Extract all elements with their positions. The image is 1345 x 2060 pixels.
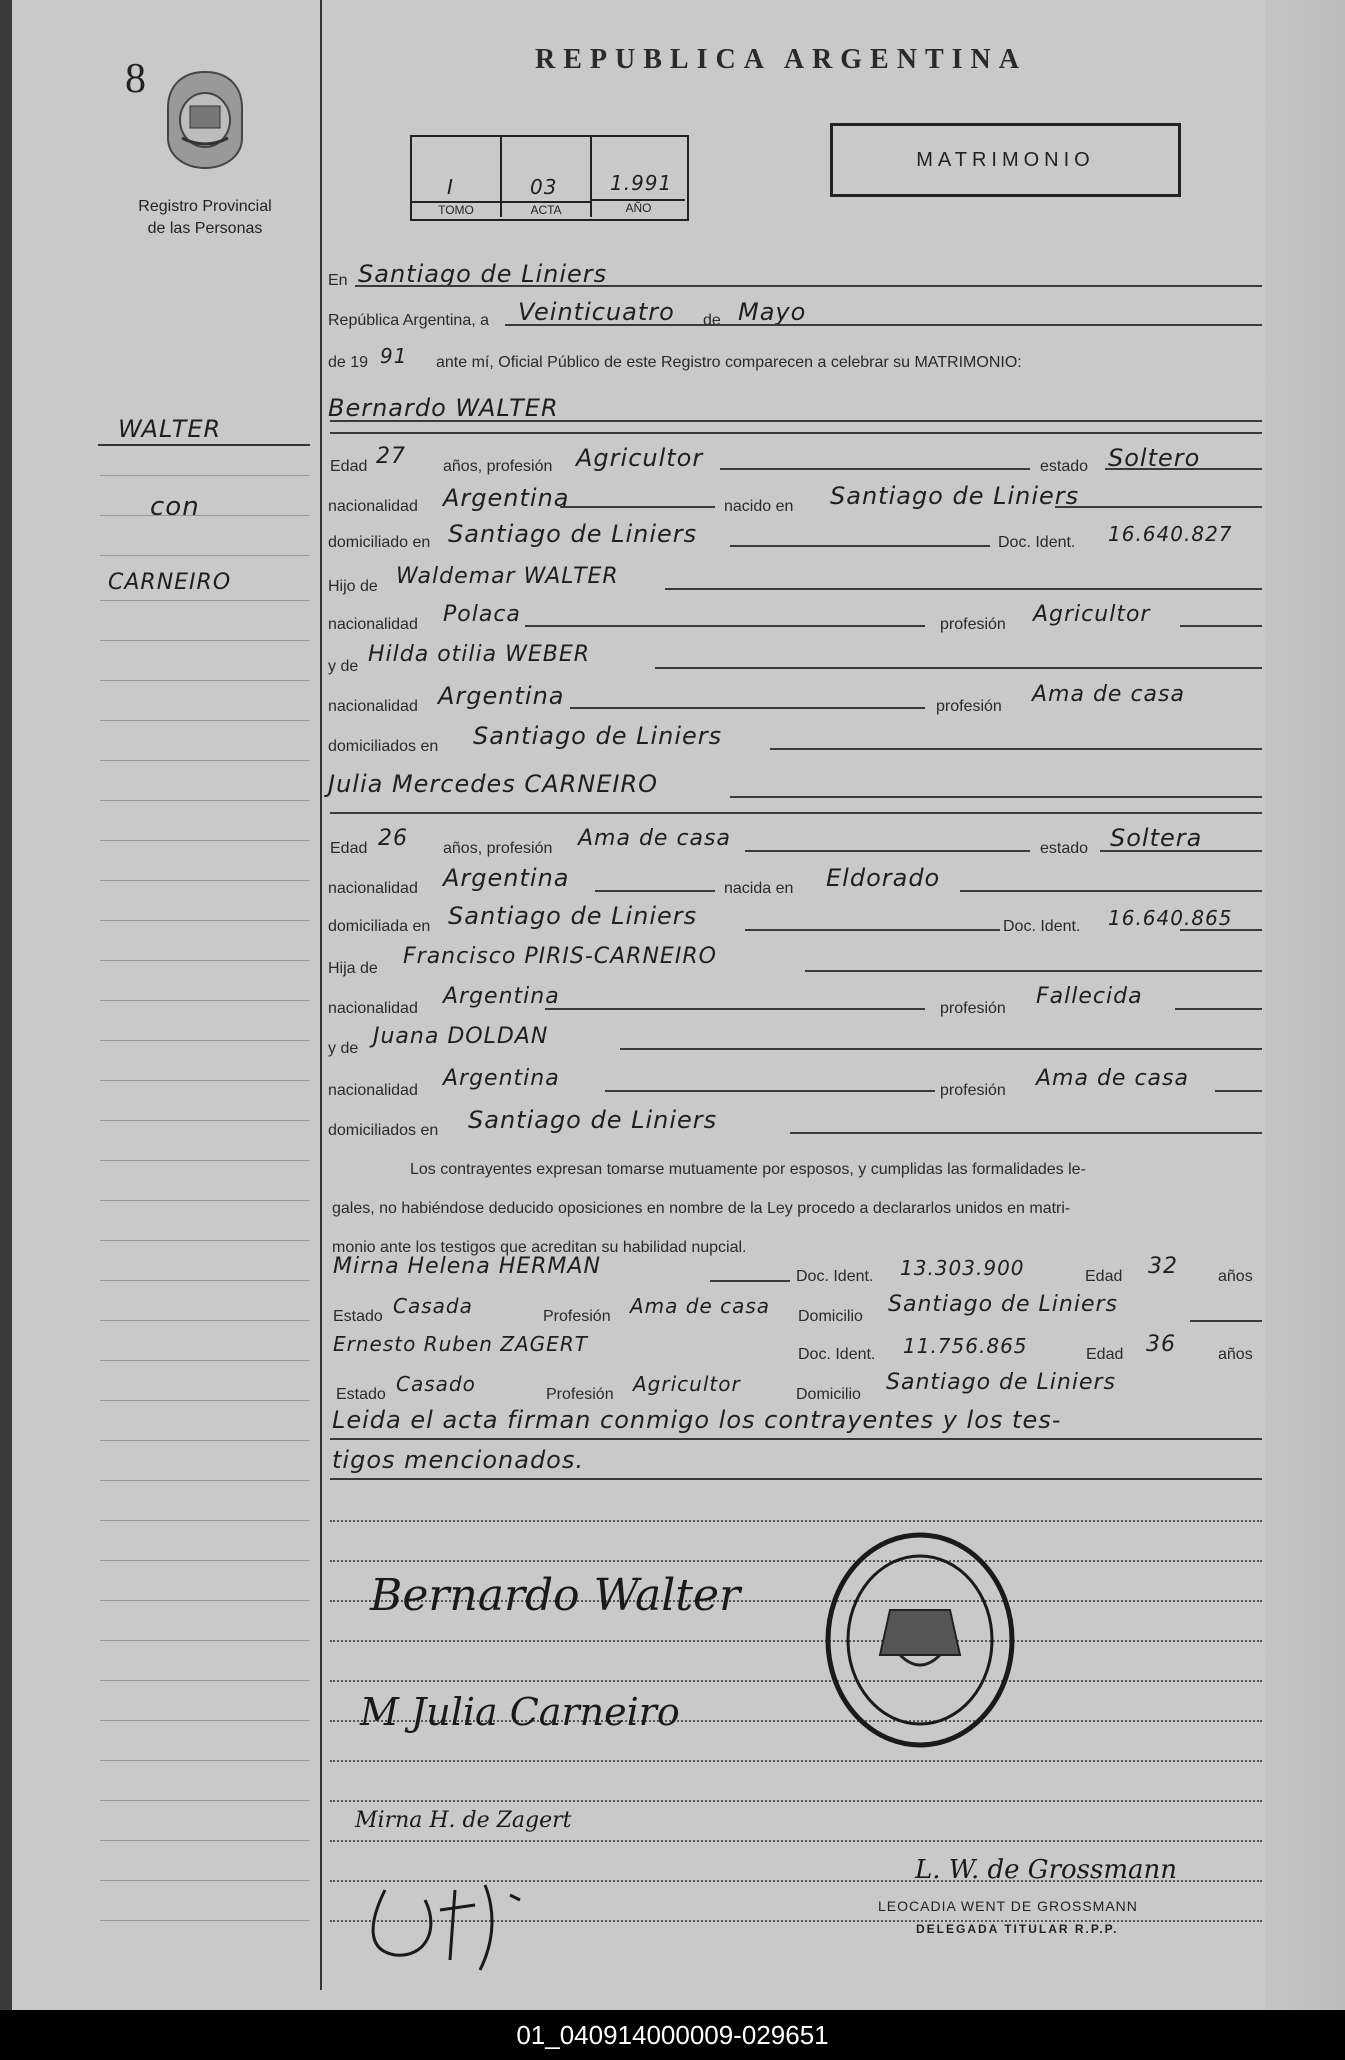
republica-label: República Argentina, a bbox=[328, 312, 489, 329]
bride-father-row bbox=[328, 940, 1262, 978]
bride-nacida: Eldorado bbox=[826, 864, 941, 892]
nacionalidad-label: nacionalidad bbox=[328, 1082, 418, 1099]
bride-name: Julia Mercedes CARNEIRO bbox=[328, 770, 659, 798]
registry-line2: de las Personas bbox=[147, 220, 263, 237]
anos-label: años bbox=[1218, 1268, 1253, 1285]
dotted-line bbox=[330, 1760, 1262, 1762]
estado-label: Estado bbox=[336, 1386, 386, 1403]
groom-parents-domicilio: Santiago de Liniers bbox=[473, 722, 723, 750]
domiciliada-label: domiciliada en bbox=[328, 918, 431, 935]
row-line bbox=[595, 890, 715, 892]
nacida-label: nacida en bbox=[724, 880, 794, 897]
margin-line bbox=[100, 1840, 310, 1841]
row-line bbox=[1215, 1090, 1262, 1092]
official-name: LEOCADIA WENT DE GROSSMANN bbox=[878, 1898, 1138, 1914]
row-line bbox=[330, 432, 1262, 434]
bride-mother-nacionalidad: Argentina bbox=[443, 1066, 560, 1091]
row-line bbox=[355, 285, 1262, 287]
row-line bbox=[330, 1478, 1262, 1480]
witness2-domicilio: Santiago de Liniers bbox=[886, 1370, 1116, 1395]
witness2-estado: Casado bbox=[396, 1372, 476, 1396]
margin-line bbox=[100, 1760, 310, 1761]
doc-label: Doc. Ident. bbox=[796, 1268, 874, 1285]
ano-label: AÑO bbox=[592, 199, 685, 215]
margin-line bbox=[100, 1080, 310, 1081]
witness2-detail-row bbox=[328, 1368, 1262, 1406]
groom-edad: 27 bbox=[376, 444, 406, 469]
margin-line bbox=[100, 640, 310, 641]
margin-line bbox=[100, 1040, 310, 1041]
witness1-detail-row bbox=[328, 1290, 1262, 1328]
margin-line bbox=[100, 1800, 310, 1801]
row-line bbox=[620, 1048, 1262, 1050]
day-value: Veinticuatro bbox=[518, 298, 675, 326]
nacido-label: nacido en bbox=[724, 498, 794, 515]
tomo-value: I bbox=[447, 175, 454, 199]
row-line bbox=[790, 1132, 1262, 1134]
margin-line bbox=[100, 800, 310, 801]
margin-line bbox=[100, 1120, 310, 1121]
certificate-type: MATRIMONIO bbox=[830, 123, 1181, 197]
bride-father-profesion: Fallecida bbox=[1036, 984, 1143, 1009]
edad-label: Edad bbox=[1086, 1346, 1124, 1363]
margin-line bbox=[100, 1880, 310, 1881]
official-stamp bbox=[820, 1525, 1020, 1755]
witness2-doc: 11.756.865 bbox=[903, 1334, 1028, 1358]
margin-line bbox=[100, 1920, 310, 1921]
margin-line bbox=[100, 840, 310, 841]
row-line bbox=[1175, 1008, 1262, 1010]
margin-line bbox=[100, 1480, 310, 1481]
registry-number-box bbox=[410, 135, 689, 221]
bride-father-nacionalidad: Argentina bbox=[443, 984, 560, 1009]
closing-line1: Leida el acta firman conmigo los contrayentes y los tes- bbox=[332, 1406, 1062, 1434]
bride-edad: 26 bbox=[378, 826, 408, 851]
official-signature: L. W. de Grossmann bbox=[915, 1855, 1177, 1885]
bride-mother: Juana DOLDAN bbox=[373, 1024, 549, 1049]
acta-cell bbox=[502, 137, 592, 217]
bride-name-row bbox=[328, 768, 1262, 806]
domicilio-label: Domicilio bbox=[796, 1386, 861, 1403]
page-number: 8 bbox=[125, 56, 146, 102]
year-value: 91 bbox=[380, 344, 408, 368]
doc-label: Doc. Ident. bbox=[1003, 918, 1081, 935]
margin-line bbox=[100, 475, 310, 476]
row-line bbox=[525, 625, 925, 627]
row-line bbox=[770, 748, 1262, 750]
witness1-estado: Casada bbox=[393, 1294, 473, 1318]
bride-mother-row bbox=[328, 1022, 1262, 1060]
dotted-line bbox=[330, 1520, 1262, 1522]
acta-value: 03 bbox=[530, 175, 558, 199]
edad-label: Edad bbox=[330, 840, 368, 857]
margin-line bbox=[100, 1160, 310, 1161]
nacionalidad-label: nacionalidad bbox=[328, 880, 418, 897]
hija-label: Hija de bbox=[328, 960, 378, 977]
row-line bbox=[730, 545, 990, 547]
row-line bbox=[560, 506, 715, 508]
doc-label: Doc. Ident. bbox=[798, 1346, 876, 1363]
profesion-label: profesión bbox=[940, 616, 1006, 633]
dotted-line bbox=[330, 1560, 1262, 1562]
witness2-profesion: Agricultor bbox=[633, 1372, 741, 1396]
domiciliado-label: domiciliado en bbox=[328, 534, 431, 551]
profesion-label: Profesión bbox=[543, 1308, 611, 1325]
groom-father: Waldemar WALTER bbox=[396, 564, 619, 589]
doc-label: Doc. Ident. bbox=[998, 534, 1076, 551]
margin-line bbox=[100, 1560, 310, 1561]
groom-nacionalidad: Argentina bbox=[443, 484, 570, 512]
groom-father-row bbox=[328, 560, 1262, 598]
registry-name bbox=[120, 196, 290, 240]
groom-name: Bernardo WALTER bbox=[328, 394, 559, 422]
margin-line bbox=[100, 1320, 310, 1321]
domicilio-label: Domicilio bbox=[798, 1308, 863, 1325]
nacionalidad-label: nacionalidad bbox=[328, 616, 418, 633]
margin-line bbox=[100, 960, 310, 961]
witness1-name: Mirna Helena HERMAN bbox=[333, 1254, 601, 1279]
dotted-line bbox=[330, 1800, 1262, 1802]
bride-father-nac-row bbox=[328, 980, 1262, 1018]
groom-mother-nacionalidad: Argentina bbox=[438, 682, 565, 710]
row-line bbox=[570, 707, 925, 709]
intro-text: ante mí, Oficial Público de este Registro comparecen a celebrar su MATRIMONIO: bbox=[436, 354, 1022, 371]
margin-line bbox=[100, 920, 310, 921]
margin-line bbox=[100, 1360, 310, 1361]
de19-label: de 19 bbox=[328, 354, 369, 371]
domiciliados-label: domiciliados en bbox=[328, 738, 439, 755]
estado-label: estado bbox=[1040, 840, 1089, 857]
row-line bbox=[1055, 506, 1262, 508]
margin-line bbox=[100, 720, 310, 721]
row-line bbox=[655, 667, 1262, 669]
profesion-label: profesión bbox=[940, 1000, 1006, 1017]
row-line bbox=[720, 468, 1030, 470]
margin-line bbox=[100, 1640, 310, 1641]
groom-mother-row bbox=[328, 638, 1262, 676]
row-line bbox=[745, 929, 1000, 931]
bride-estado: Soltera bbox=[1110, 824, 1203, 852]
official-title: DELEGADA TITULAR R.P.P. bbox=[916, 1922, 1119, 1936]
anos-label: años bbox=[1218, 1346, 1253, 1363]
de-label: de bbox=[703, 312, 721, 329]
y-de-label: y de bbox=[328, 1040, 359, 1057]
witness1-edad: 32 bbox=[1148, 1254, 1178, 1279]
hijo-label: Hijo de bbox=[328, 578, 378, 595]
groom-father-profesion: Agricultor bbox=[1033, 602, 1151, 627]
estado-label: estado bbox=[1040, 458, 1089, 475]
signature-witness1: Mirna H. de Zagert bbox=[355, 1808, 572, 1833]
declaration-line1: Los contrayentes expresan tomarse mutuamente por esposos, y cumplidas las formalidades le- bbox=[410, 1161, 1086, 1178]
margin-rule bbox=[98, 444, 310, 446]
en-label: En bbox=[328, 272, 348, 289]
row-line bbox=[730, 796, 1262, 798]
margin-line bbox=[100, 880, 310, 881]
country-title: REPUBLICA ARGENTINA bbox=[535, 44, 1027, 75]
row-line bbox=[505, 324, 1262, 326]
signature-bride: M Julia Carneiro bbox=[360, 1690, 680, 1734]
witness1-doc: 13.303.900 bbox=[900, 1256, 1025, 1280]
edad-label: Edad bbox=[1085, 1268, 1123, 1285]
ano-value: 1.991 bbox=[610, 171, 673, 195]
witness2-row bbox=[328, 1328, 1262, 1366]
margin-line bbox=[100, 680, 310, 681]
nacionalidad-label: nacionalidad bbox=[328, 498, 418, 515]
edad-label: Edad bbox=[330, 458, 368, 475]
profesion-label: profesión bbox=[936, 698, 1002, 715]
groom-dom-row bbox=[328, 518, 1262, 556]
row-line bbox=[330, 420, 1262, 422]
declaration-text bbox=[332, 1150, 1260, 1267]
margin-line bbox=[100, 555, 310, 556]
bride-mother-profesion: Ama de casa bbox=[1036, 1066, 1189, 1091]
row-line bbox=[710, 1280, 790, 1282]
witness2-name: Ernesto Ruben ZAGERT bbox=[333, 1332, 588, 1356]
groom-mother-nac-row bbox=[328, 678, 1262, 716]
groom-edad-row bbox=[328, 442, 1262, 480]
margin-line bbox=[100, 1600, 310, 1601]
profesion-label: Profesión bbox=[546, 1386, 614, 1403]
witness1-profesion: Ama de casa bbox=[630, 1294, 771, 1318]
declaration-line3: monio ante los testigos que acreditan su habilidad nupcial. bbox=[332, 1239, 747, 1256]
registry-line1: Registro Provincial bbox=[138, 198, 272, 215]
row-date bbox=[328, 296, 1262, 334]
domiciliados-label: domiciliados en bbox=[328, 1122, 439, 1139]
y-de-label: y de bbox=[328, 658, 359, 675]
row-line bbox=[1105, 468, 1262, 470]
groom-father-nac-row bbox=[328, 598, 1262, 636]
groom-name-row bbox=[328, 392, 1262, 430]
groom-profesion: Agricultor bbox=[576, 444, 704, 472]
margin-name2: CARNEIRO bbox=[108, 570, 232, 595]
row-line bbox=[805, 970, 1262, 972]
row-line bbox=[665, 588, 1262, 590]
bride-nacionalidad: Argentina bbox=[443, 864, 570, 892]
column-separator bbox=[320, 0, 322, 1990]
margin-line bbox=[100, 1400, 310, 1401]
witness1-row bbox=[328, 1252, 1262, 1290]
bride-edad-row bbox=[328, 822, 1262, 860]
groom-nac-row bbox=[328, 480, 1262, 518]
row-line bbox=[1100, 850, 1262, 852]
groom-mother: Hilda otilia WEBER bbox=[368, 642, 591, 667]
profesion-label: años, profesión bbox=[443, 840, 553, 857]
margin-line bbox=[100, 1720, 310, 1721]
right-border bbox=[1265, 0, 1268, 1990]
bride-father: Francisco PIRIS-CARNEIRO bbox=[403, 944, 717, 969]
bride-nac-row bbox=[328, 862, 1262, 900]
bride-mother-nac-row bbox=[328, 1062, 1262, 1100]
signature-witness2 bbox=[345, 1870, 555, 1980]
nacionalidad-label: nacionalidad bbox=[328, 1000, 418, 1017]
row-en bbox=[328, 258, 1262, 296]
row-line bbox=[1180, 929, 1262, 931]
margin-con: con bbox=[150, 492, 200, 522]
margin-line bbox=[100, 600, 310, 601]
dotted-line bbox=[330, 1840, 1262, 1842]
margin-line bbox=[100, 1280, 310, 1281]
closing-line2: tigos mencionados. bbox=[332, 1446, 584, 1474]
row-line bbox=[545, 1008, 925, 1010]
margin-line bbox=[100, 1680, 310, 1681]
margin-line bbox=[100, 760, 310, 761]
bride-parents-domicilio: Santiago de Liniers bbox=[468, 1106, 718, 1134]
margin-line bbox=[100, 515, 310, 516]
place-value: Santiago de Liniers bbox=[358, 260, 608, 288]
row-year bbox=[328, 340, 1262, 378]
bride-parents-dom-row bbox=[328, 1102, 1262, 1140]
row-line bbox=[605, 1090, 935, 1092]
witness1-domicilio: Santiago de Liniers bbox=[888, 1292, 1118, 1317]
profesion-label: profesión bbox=[940, 1082, 1006, 1099]
witness2-edad: 36 bbox=[1146, 1332, 1176, 1357]
estado-label: Estado bbox=[333, 1308, 383, 1325]
groom-domicilio: Santiago de Liniers bbox=[448, 520, 698, 548]
groom-mother-profesion: Ama de casa bbox=[1032, 682, 1185, 707]
declaration-line2: gales, no habiéndose deducido oposiciones en nombre de la Ley procedo a declararlos unidos en matri- bbox=[332, 1200, 1071, 1217]
dotted-line bbox=[330, 1680, 1262, 1682]
groom-doc: 16.640.827 bbox=[1108, 522, 1233, 546]
margin-line bbox=[100, 1520, 310, 1521]
provincial-seal bbox=[160, 68, 250, 173]
month-value: Mayo bbox=[738, 298, 807, 326]
margin-line bbox=[100, 1240, 310, 1241]
margin-name1: WALTER bbox=[118, 415, 222, 443]
row-line bbox=[960, 890, 1262, 892]
signature-groom: Bernardo Walter bbox=[370, 1570, 741, 1621]
document-code: 01_040914000009-029651 bbox=[0, 2010, 1345, 2060]
dotted-line bbox=[330, 1640, 1262, 1642]
bride-dom-row bbox=[328, 900, 1262, 938]
nacionalidad-label: nacionalidad bbox=[328, 698, 418, 715]
margin-line bbox=[100, 1000, 310, 1001]
groom-estado: Soltero bbox=[1108, 444, 1201, 472]
tomo-cell bbox=[412, 137, 502, 217]
groom-father-nacionalidad: Polaca bbox=[443, 602, 521, 627]
groom-parents-dom-row bbox=[328, 718, 1262, 756]
margin-line bbox=[100, 1200, 310, 1201]
margin-line bbox=[100, 1440, 310, 1441]
acta-label: ACTA bbox=[502, 201, 590, 217]
tomo-label: TOMO bbox=[412, 201, 500, 217]
row-line bbox=[1180, 625, 1262, 627]
bride-profesion: Ama de casa bbox=[578, 826, 731, 851]
row-line bbox=[1190, 1320, 1262, 1322]
row-line bbox=[745, 850, 1030, 852]
row-line bbox=[330, 812, 1262, 814]
row-line bbox=[330, 1438, 1262, 1440]
ano-cell bbox=[592, 137, 685, 217]
bride-domicilio: Santiago de Liniers bbox=[448, 902, 698, 930]
profesion-label: años, profesión bbox=[443, 458, 553, 475]
bride-doc: 16.640.865 bbox=[1108, 906, 1233, 930]
groom-nacido: Santiago de Liniers bbox=[830, 482, 1080, 510]
